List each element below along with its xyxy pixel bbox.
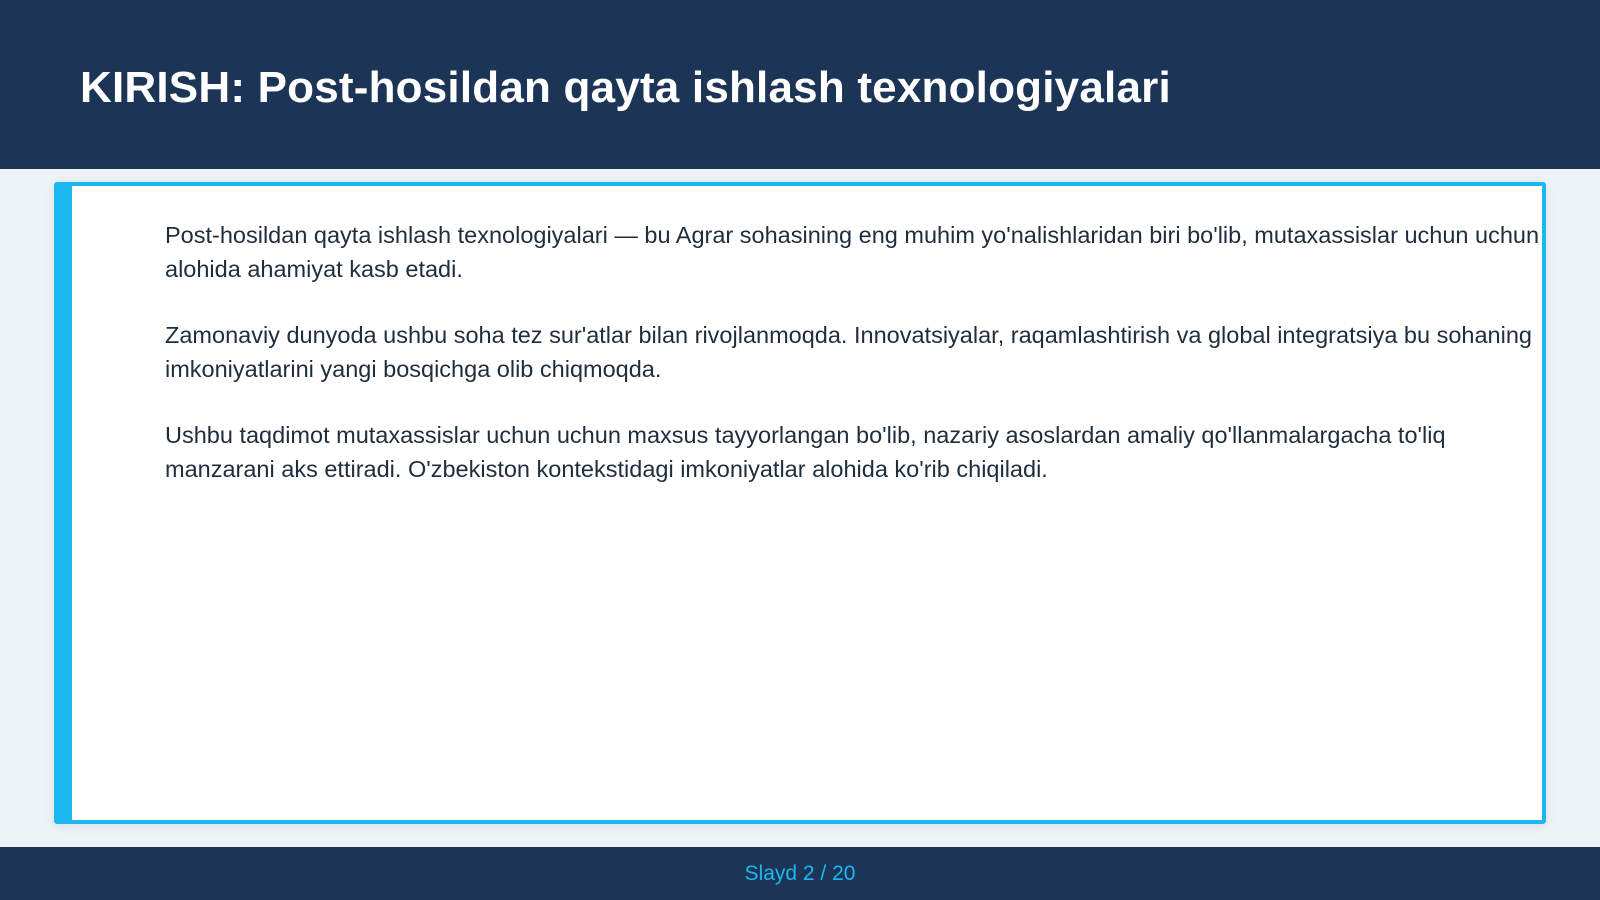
slide-number: Slayd 2 / 20 (744, 862, 856, 885)
body-text (165, 218, 1550, 518)
content-card (54, 182, 1546, 824)
slide-footer (0, 847, 1600, 900)
paragraph-2: Zamonaviy dunyoda ushbu soha tez sur'atlar bilan rivojlanmoqda. Innovatsiyalar, raqamlashtirish va global integratsiya bu sohaning imkoniyatlarini yangi bosqichga olib chiqmoqda. (165, 322, 1532, 382)
slide-header (0, 0, 1600, 169)
paragraph-1: Post-hosildan qayta ishlash texnologiyalari — bu Agrar sohasining eng muhim yo'nalishlaridan biri bo'lib, mutaxassislar uchun uchun alohida ahamiyat kasb etadi. (165, 222, 1540, 282)
slide-title: KIRISH: Post-hosildan qayta ishlash texnologiyalari (80, 63, 1171, 112)
paragraph-3: Ushbu taqdimot mutaxassislar uchun uchun maxsus tayyorlangan bo'lib, nazariy asoslardan amaliy qo'llanmalargacha to'liq manzarani aks ettiradi. O'zbekiston kontekstidagi imkoniyatlar alohida ko'rib chiqiladi. (165, 422, 1446, 482)
